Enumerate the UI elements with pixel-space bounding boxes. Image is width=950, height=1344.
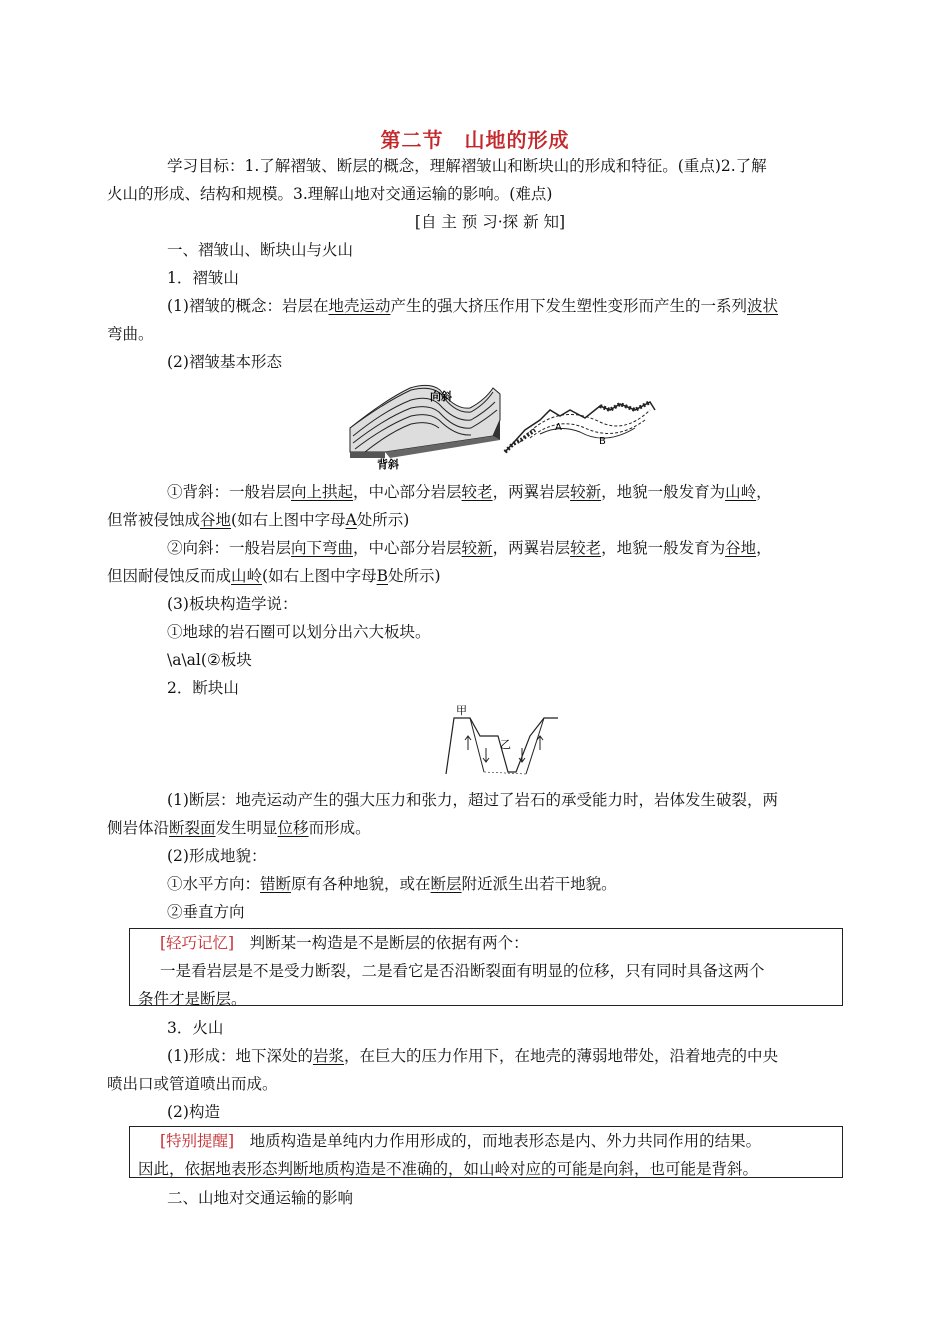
text: 发生明显 bbox=[215, 819, 278, 837]
answer-blank: 位移 bbox=[277, 819, 309, 837]
answer-blank: 断裂面 bbox=[169, 819, 216, 837]
volcano-structure: (2)构造 bbox=[167, 1103, 220, 1121]
label-syncline: 向斜 bbox=[430, 390, 452, 403]
label-a: A bbox=[555, 422, 562, 433]
text: ，地貌一般发育为 bbox=[601, 483, 726, 501]
plate-item-1: ①地球的岩石圈可以划分出六大板块。 bbox=[167, 623, 431, 641]
heading-volcano: 3．火山 bbox=[167, 1019, 224, 1037]
fault-forms-heading: (2)形成地貌： bbox=[167, 847, 267, 865]
answer-blank: A bbox=[345, 511, 357, 529]
text: ，中心部分岩层 bbox=[353, 539, 462, 557]
fold-diagram bbox=[345, 380, 665, 472]
answer-blank: 较新 bbox=[461, 539, 493, 557]
fold-concept bbox=[107, 292, 843, 348]
anticline-text bbox=[107, 478, 843, 534]
label-yi: 乙 bbox=[500, 738, 511, 751]
text: 条件才是断层。 bbox=[138, 990, 247, 1008]
plate-item-2: \a\al(②板块 bbox=[167, 651, 252, 669]
answer-blank: 向下弯曲 bbox=[291, 539, 354, 557]
fold-block-diagram bbox=[350, 385, 500, 471]
answer-blank: 山岭 bbox=[231, 567, 263, 585]
text: (如右上图中字母 bbox=[231, 511, 346, 529]
answer-blank: 地壳运动 bbox=[328, 297, 391, 315]
fold-profile-diagram bbox=[505, 402, 655, 452]
heading-fold-mountain: 1．褶皱山 bbox=[167, 269, 239, 287]
text: 因此，依据地表形态判断地质构造是不准确的，如山岭对应的可能是向斜，也可能是背斜。 bbox=[138, 1160, 759, 1178]
memory-tip-box bbox=[129, 928, 843, 1006]
special-note-tag: [特别提醒] bbox=[160, 1132, 235, 1150]
plate-heading: (3)板块构造学说： bbox=[167, 595, 298, 613]
answer-blank: 谷地 bbox=[200, 511, 232, 529]
text: 喷出口或管道喷出而成。 bbox=[107, 1075, 278, 1093]
text: (1)褶皱的概念：岩层在 bbox=[167, 297, 329, 315]
text: 产生的强大挤压作用下发生塑性变形而产生的一系列 bbox=[390, 297, 747, 315]
text: 处所示) bbox=[387, 567, 441, 585]
heading-block-mountain: 2．断块山 bbox=[167, 679, 239, 697]
heading-2: 二、山地对交通运输的影响 bbox=[167, 1189, 354, 1207]
text: 弯曲。 bbox=[107, 325, 154, 343]
label-jia: 甲 bbox=[456, 704, 467, 717]
text: 一是看岩层是不是受力断裂，二是看它是否沿断裂面有明显的位移，只有同时具备这两个 bbox=[160, 962, 765, 980]
answer-blank: B bbox=[376, 567, 388, 585]
fault-diagram bbox=[440, 700, 564, 780]
answer-blank: 岩浆 bbox=[312, 1047, 344, 1065]
special-note-box bbox=[129, 1126, 843, 1178]
text: ， bbox=[756, 539, 772, 557]
text: 附近派生出若干地貌。 bbox=[461, 875, 617, 893]
answer-blank: 较老 bbox=[461, 483, 493, 501]
volcano-formation bbox=[107, 1042, 843, 1098]
text: (如右上图中字母 bbox=[262, 567, 377, 585]
learning-goals bbox=[107, 152, 843, 208]
answer-blank: 断层 bbox=[430, 875, 462, 893]
text: 而形成。 bbox=[308, 819, 371, 837]
text: ②向斜：一般岩层 bbox=[167, 539, 292, 557]
text: 但常被侵蚀成 bbox=[107, 511, 201, 529]
text: ①背斜：一般岩层 bbox=[167, 483, 292, 501]
text: (1)断层：地壳运动产生的强大压力和张力，超过了岩石的承受能力时，岩体发生破裂，两 bbox=[167, 791, 778, 809]
answer-blank: 较新 bbox=[570, 483, 602, 501]
text: 但因耐侵蚀反而成 bbox=[107, 567, 232, 585]
text: 地质构造是单纯内力作用形成的，而地表形态是内、外力共同作用的结果。 bbox=[234, 1132, 762, 1150]
section-label: [自 主 预 习·探 新 知] bbox=[414, 213, 566, 231]
text: ，中心部分岩层 bbox=[353, 483, 462, 501]
answer-blank: 波状 bbox=[747, 297, 779, 315]
heading-1: 一、褶皱山、断块山与火山 bbox=[167, 241, 354, 259]
text: 原有各种地貌，或在 bbox=[291, 875, 431, 893]
text: 侧岩体沿 bbox=[107, 819, 170, 837]
text: (1)形成：地下深处的 bbox=[167, 1047, 313, 1065]
label-anticline: 背斜 bbox=[377, 458, 399, 471]
fold-forms-heading: (2)褶皱基本形态 bbox=[167, 353, 282, 371]
answer-blank: 较老 bbox=[570, 539, 602, 557]
fault-horizontal bbox=[137, 870, 843, 898]
text: ，两翼岩层 bbox=[492, 483, 571, 501]
memory-tip-tag: [轻巧记忆] bbox=[160, 934, 235, 952]
text: ，两翼岩层 bbox=[492, 539, 571, 557]
section-title: 第二节 山地的形成 bbox=[380, 128, 570, 152]
answer-blank: 错断 bbox=[260, 875, 292, 893]
label-b: B bbox=[599, 436, 606, 447]
text: ，在巨大的压力作用下，在地壳的薄弱地带处，沿着地壳的中央 bbox=[343, 1047, 778, 1065]
answer-blank: 向上拱起 bbox=[291, 483, 354, 501]
text: ， bbox=[756, 483, 772, 501]
goals-line-1: 学习目标：1.了解褶皱、断层的概念，理解褶皱山和断块山的形成和特征。(重点)2.了解 bbox=[167, 157, 767, 175]
text: 处所示) bbox=[356, 511, 410, 529]
fault-definition bbox=[107, 786, 843, 842]
goals-line-2: 火山的形成、结构和规模。3.理解山地对交通运输的影响。(难点) bbox=[107, 185, 553, 203]
syncline-text bbox=[107, 534, 843, 590]
text: ①水平方向： bbox=[167, 875, 261, 893]
text: 判断某一构造是不是断层的依据有两个： bbox=[234, 934, 529, 952]
answer-blank: 山岭 bbox=[725, 483, 757, 501]
answer-blank: 谷地 bbox=[725, 539, 757, 557]
fault-vertical: ②垂直方向 bbox=[167, 903, 245, 921]
text: ，地貌一般发育为 bbox=[601, 539, 726, 557]
